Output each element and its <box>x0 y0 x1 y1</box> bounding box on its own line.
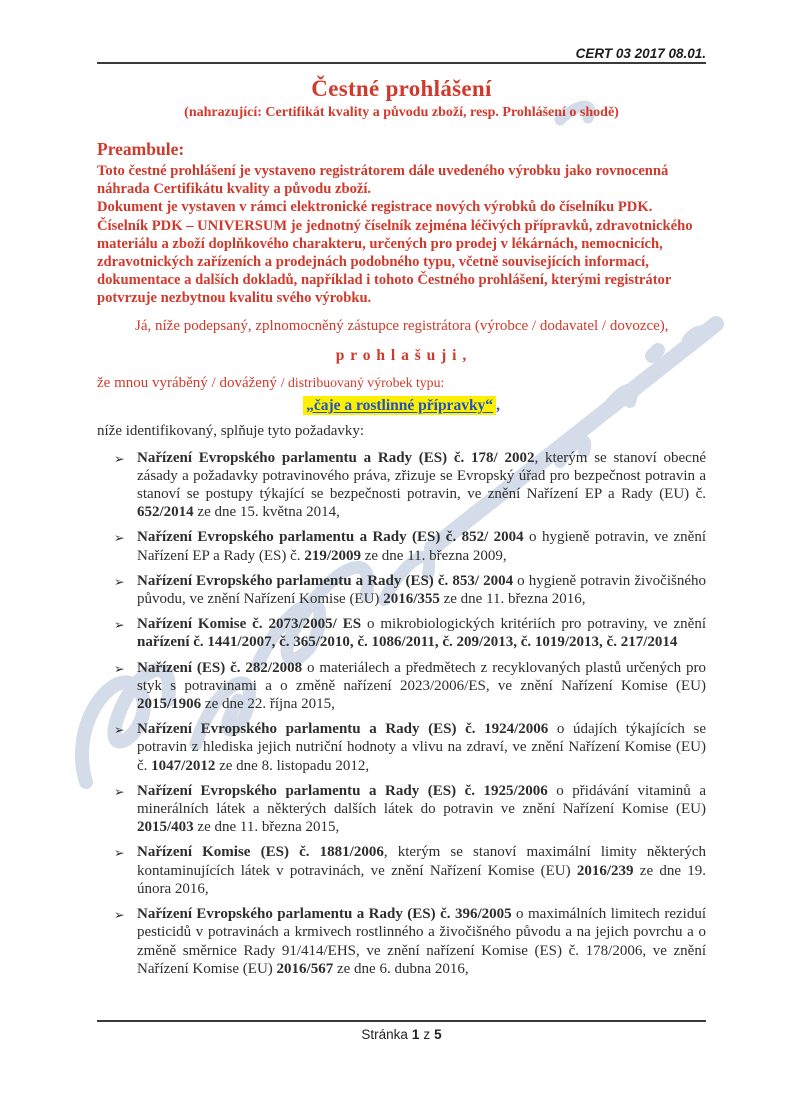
list-item-text: ze dne 6. dubna 2016, <box>333 960 469 977</box>
list-item-text: ze dne 11. března 2009, <box>360 547 507 564</box>
list-item <box>97 720 706 775</box>
list-item-text: o hygieně potravin, ve znění Nařízení EP a Rady (ES) č. <box>137 529 706 564</box>
declaration-intro: Já, níže podepsaný, zplnomocněný zástupce registrátora (výrobce / dodavatel / dovozce), <box>135 317 669 334</box>
list-item <box>97 659 706 714</box>
page-subtitle: (nahrazující: Certifikát kvality a původu zboží, resp. Prohlášení o shodě) <box>184 105 619 120</box>
bullet-arrow-icon: ➢ <box>114 722 125 738</box>
bullet-arrow-icon: ➢ <box>114 450 125 466</box>
preamble-paragraph: Toto čestné prohlášení je vystaveno registrátorem dále uvedeného výrobku jako rovnocenná náhrada Certifikátu kvality a původu zboží. <box>97 163 669 198</box>
product-type-row <box>97 397 706 415</box>
list-item-text: ze dne 11. března 2015, <box>193 819 340 836</box>
list-item-text: Nařízení Komise č. 2073/2005/ ES <box>137 616 362 633</box>
list-item-text: 219/2009 <box>304 547 361 564</box>
list-item-text: ze dne 19. února 2016, <box>137 862 707 897</box>
list-item-text: 2016/239 <box>576 862 634 879</box>
footer-page-number: 1 <box>411 1027 420 1042</box>
product-type-line <box>97 375 706 392</box>
list-item-text: Nařízení Evropského parlamentu a Rady (ES) č. 852/ 2004 <box>137 529 524 546</box>
preamble-paragraph: Číselník PDK – UNIVERSUM je jednotný číselník zejména léčivých přípravků, zdravotnického materiálu a zboží doplňkového charakteru, určených pro prodej v lékárnách, nemocnicích, zdravotnických zařízeních a prodejnách podobného typu, včetně souvisejících informací, dokumentace a dalších dokladů, například i tohoto Čestného prohlášení, kterými registrátor potvrzuje nezbytnou kvalitu svého výrobku. <box>97 217 693 307</box>
list-item-text: nařízení č. 1441/2007, č. 365/2010, č. 1086/2011, č. 209/2013, č. 1019/2013, č. 217/2014 <box>137 634 678 651</box>
list-item-text: 652/2014 <box>137 504 194 521</box>
list-item-text: 1047/2012 <box>151 757 216 774</box>
list-item <box>97 782 706 837</box>
page-title: Čestné prohlášení <box>311 76 492 101</box>
list-item-text: Nařízení Evropského parlamentu a Rady (ES) č. 1925/2006 <box>137 782 548 799</box>
list-item-text: Nařízení Evropského parlamentu a Rady (ES) č. 396/2005 <box>137 906 512 923</box>
footer-total-pages: 5 <box>434 1027 442 1042</box>
page-footer <box>97 1020 706 1042</box>
list-item-text: ze dne 8. listopadu 2012, <box>215 757 370 774</box>
list-item-text: Nařízení Komise (ES) č. 1881/2006 <box>137 844 384 861</box>
list-item-text: , kterým se stanoví obecné zásady a požadavky potravinového práva, zřizuje se Evropský úřad pro bezpečnost potravin a stanoví se postupy týkající se bezpečnosti potravin, ve znění Nařízení EP a Rady (EU) č. <box>137 449 706 503</box>
bullet-arrow-icon: ➢ <box>114 845 125 861</box>
list-item-text: ze dne 15. května 2014, <box>193 504 340 521</box>
bullet-arrow-icon: ➢ <box>114 660 125 676</box>
requirements-list <box>97 449 706 978</box>
list-item-text: Nařízení Evropského parlamentu a Rady (ES) č. 178/ 2002 <box>137 449 535 466</box>
declaration-verb: p r o h l a š u j i , <box>335 346 468 364</box>
header-rule <box>97 62 706 64</box>
footer-separator: z <box>423 1027 431 1042</box>
product-line-rest: / distribuovaný výrobek typu: <box>280 374 445 390</box>
list-item-text: 2016/567 <box>276 960 334 977</box>
preamble-heading: Preambule: <box>97 139 185 159</box>
product-line-lead: že mnou vyráběný / dovážený <box>97 374 281 391</box>
list-item <box>97 528 706 564</box>
bullet-arrow-icon: ➢ <box>114 617 125 633</box>
list-item-text: 2015/1906 <box>137 696 202 713</box>
list-item-text: ze dne 22. října 2015, <box>201 696 335 713</box>
product-type-highlight: „čaje a rostlinné přípravky“ <box>303 396 496 415</box>
list-item-text: o materiálech a předmětech z recyklovaných plastů určených pro styk s potravinami a o změně nařízení 2023/2006/ES, ve znění Nařízení Komise (EU) <box>137 659 706 694</box>
preamble-paragraph: Dokument je vystaven v rámci elektronické registrace nových výrobků do číselníku PDK. <box>97 199 653 216</box>
bullet-arrow-icon: ➢ <box>114 783 125 799</box>
list-item-text: Nařízení Evropského parlamentu a Rady (ES) č. 1924/2006 <box>137 721 549 738</box>
bullet-arrow-icon: ➢ <box>114 530 125 546</box>
list-item <box>97 572 706 608</box>
list-item-text: , kterým se stanoví maximální limity některých kontaminujících látek v potravinách, ve znění Nařízení Komise (EU) <box>137 844 706 879</box>
list-item-text: o přidávání vitaminů a minerálních látek a některých dalších látek do potravin ve znění Nařízení Komise (EU) <box>137 782 707 818</box>
list-item-text: 2016/355 <box>383 591 440 608</box>
bullet-arrow-icon: ➢ <box>114 573 125 589</box>
product-type-comma: , <box>496 396 500 414</box>
declaration-outro: níže identifikovaný, splňuje tyto požadavky: <box>97 422 365 439</box>
list-item <box>97 615 706 651</box>
doc-code: CERT 03 2017 08.01. <box>575 46 706 61</box>
list-item <box>97 843 706 898</box>
list-item-text: Nařízení Evropského parlamentu a Rady (ES) č. 853/ 2004 <box>137 572 514 589</box>
bullet-arrow-icon: ➢ <box>114 907 125 923</box>
list-item <box>97 449 706 522</box>
list-item-text: o hygieně potravin živočišného původu, ve znění Nařízení Komise (EU) <box>137 572 706 608</box>
list-item <box>97 905 706 978</box>
list-item-text: o mikrobiologických kritériích pro potraviny, ve znění <box>361 616 706 633</box>
list-item-text: ze dne 11. března 2016, <box>439 591 586 608</box>
footer-label: Stránka <box>361 1027 408 1042</box>
list-item-text: o údajích týkajících se potravin z hlediska jejich nutriční hodnoty a vlivu na zdraví, ve znění Nařízení Komise (EU) č. <box>137 721 706 774</box>
list-item-text: 2015/403 <box>137 819 194 836</box>
document-content <box>97 0 706 978</box>
list-item-text: o maximálních limitech reziduí pesticidů v potravinách a krmivech rostlinného a živočišného původu a na jejich povrchu a o změně směrnice Rady 91/414/EHS, ve znění nařízení Komise (ES) č. 178/2006, ve znění Nařízení Komise (EU) <box>137 906 707 977</box>
list-item-text: Nařízení (ES) č. 282/2008 <box>137 659 303 676</box>
